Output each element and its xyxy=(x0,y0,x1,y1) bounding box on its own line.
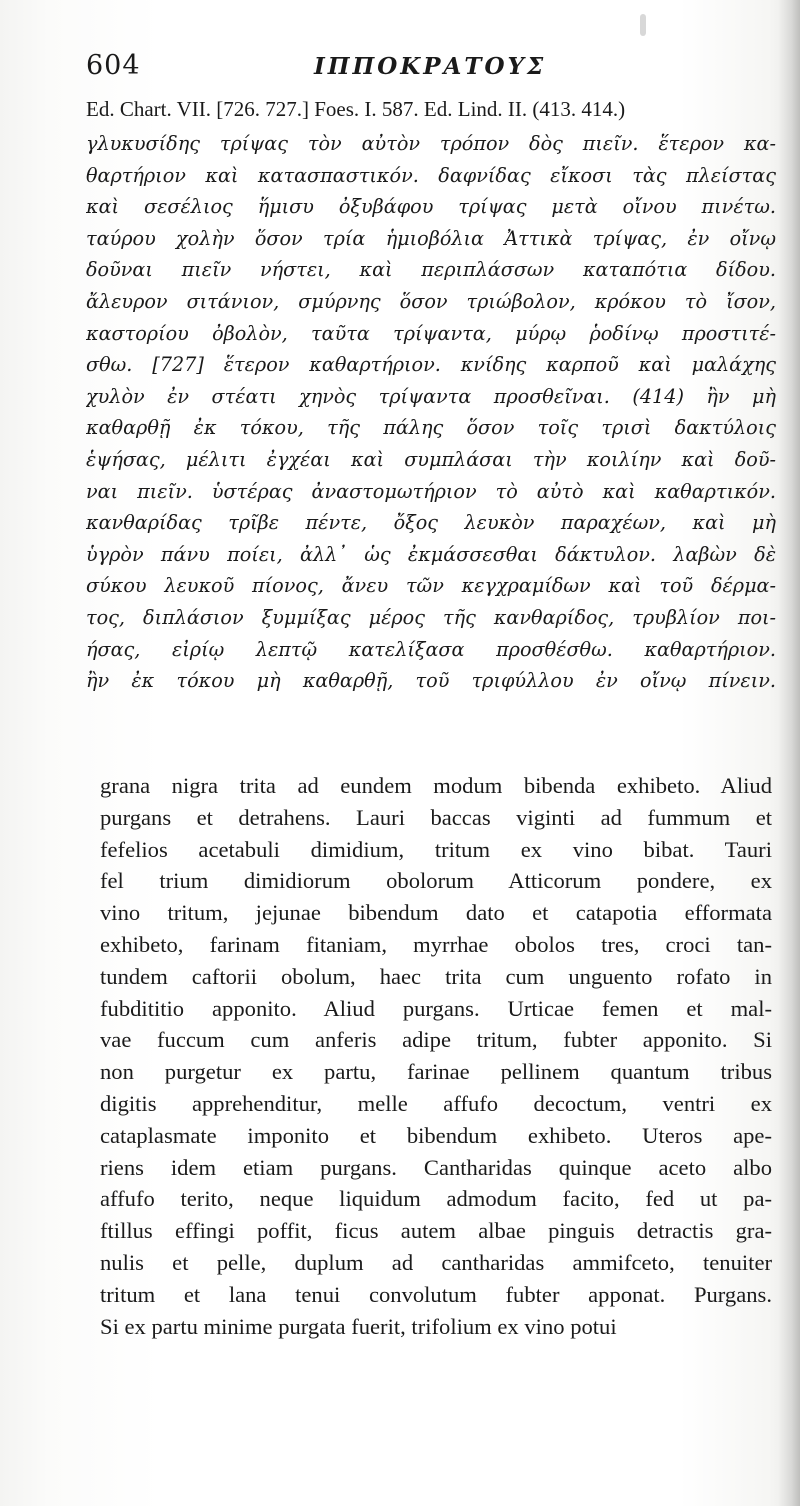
latin-text-line: tritum et lana tenui convolutum fubter apponat. Purgans. xyxy=(100,1281,772,1307)
greek-text-line: ὑγρὸν πάνυ ποίει, ἀλλ᾽ ὡς ἐκμάσσεσθαι δάκτυλον. λαβὼν δὲ xyxy=(86,542,776,566)
latin-text-line: nulis et pelle, duplum ad cantharidas ammifceto, tenuiter xyxy=(100,1249,772,1275)
greek-text-line: ταύρου χολὴν ὅσον τρία ἡμιοβόλια Ἀττικὰ τρίψας, ἐν οἴνῳ xyxy=(86,226,776,250)
greek-text-line: κανθαρίδας τρῖβε πέντε, ὄξος λευκὸν παραχέων, καὶ μὴ xyxy=(86,511,776,535)
page-blemish xyxy=(640,14,646,36)
latin-text-line: vino tritum, jejunae bibendum dato et catapotia efformata xyxy=(100,900,772,926)
greek-text-line: καθαρθῇ ἐκ τόκου, τῆς πάλης ὅσον τοῖς τρισὶ δακτύλοις xyxy=(86,416,776,440)
greek-text-line: καὶ σεσέλιος ἥμισυ ὀξυβάφου τρίψας μετὰ οἴνου πινέτω. xyxy=(86,195,776,219)
latin-text-line: vae fuccum cum anferis adipe tritum, fubter apponito. Si xyxy=(100,1027,772,1053)
greek-text-line: ἄλευρον σιτάνιον, σμύρνης ὅσον τριώβολον, κρόκου τὸ ἴσον, xyxy=(86,289,776,313)
greek-text-line: σύκου λευκοῦ πίονος, ἄνευ τῶν κεγχραμίδων καὶ τοῦ δέρμα- xyxy=(86,574,776,598)
greek-text-block xyxy=(86,128,776,697)
greek-text-line: γλυκυσίδης τρίψας τὸν αὐτὸν τρόπον δὸς πιεῖν. ἕτερον κα- xyxy=(86,132,776,155)
greek-text-line: ἑψήσας, μέλιτι ἐγχέαι καὶ συμπλάσαι τὴν κοιλίην καὶ δοῦ- xyxy=(86,447,776,471)
latin-text-line: exhibeto, farinam fitaniam, myrrhae obolos tres, croci tan- xyxy=(100,931,772,957)
greek-text-line: καστορίου ὀβολὸν, ταῦτα τρίψαντα, μύρῳ ῥοδίνῳ προστιτέ- xyxy=(86,321,776,345)
page-header xyxy=(86,50,766,94)
greek-text-line: ἢν ἐκ τόκου μὴ καθαρθῇ, τοῦ τριφύλλου ἐν οἴνῳ πίνειν. xyxy=(86,669,776,693)
latin-text-line: cataplasmate imponito et bibendum exhibeto. Uteros ape- xyxy=(100,1122,772,1148)
latin-text-line: riens idem etiam purgans. Cantharidas quinque aceto albo xyxy=(100,1154,772,1180)
greek-text-line: ήσας, εἰρίῳ λεπτῷ κατελίξασα προσθέσθω. καθαρτήριον. xyxy=(86,637,776,661)
greek-text-line: τος, διπλάσιον ξυμμίξας μέρος τῆς κανθαρίδος, τρυβλίον ποι- xyxy=(86,605,776,629)
latin-text-line: grana nigra trita ad eundem modum bibenda exhibeto. Aliud xyxy=(100,773,772,798)
greek-text-line: ναι πιεῖν. ὑστέρας ἀναστομωτήριον τὸ αὐτὸ καὶ καθαρτικόν. xyxy=(86,479,776,503)
latin-text-line: non purgetur ex partu, farinae pellinem quantum tribus xyxy=(100,1059,772,1085)
greek-text-line: σθω. [727] ἕτερον καθαρτήριον. κνίδης καρποῦ καὶ μαλάχης xyxy=(86,353,776,377)
greek-text-line: θαρτήριον καὶ κατασπαστικόν. δαφνίδας εἴκοσι τὰς πλείστας xyxy=(86,163,776,187)
page-number: 604 xyxy=(86,50,141,81)
greek-text-line: χυλὸν ἐν στέατι χηνὸς τρίψαντα προσθεῖναι. (414) ἢν μὴ xyxy=(86,384,776,408)
latin-text-line: Si ex partu minime purgata fuerit, trifolium ex vino potui xyxy=(100,1313,617,1339)
latin-text-line: digitis apprehenditur, melle affufo decoctum, ventri ex xyxy=(100,1090,772,1116)
page-edge-shadow xyxy=(778,0,800,1506)
latin-translation-block xyxy=(100,770,772,1342)
running-head: ΙΠΠΟΚΡΑΤΟΥΣ xyxy=(314,53,547,80)
latin-text-line: affufo terito, neque liquidum admodum facito, fed ut pa- xyxy=(100,1186,772,1212)
latin-text-line: fefelios acetabuli dimidium, tritum ex vino bibat. Tauri xyxy=(100,836,772,862)
latin-text-line: fubdititio apponito. Aliud purgans. Urticae femen et mal- xyxy=(100,995,772,1021)
latin-text-line: purgans et detrahens. Lauri baccas viginti ad fummum et xyxy=(100,804,772,830)
latin-text-line: ftillus effingi poffit, ficus autem albae pinguis detractis gra- xyxy=(100,1218,772,1244)
latin-text-line: tundem caftorii obolum, haec trita cum unguento rofato in xyxy=(100,963,772,989)
latin-text-line: fel trium dimidiorum obolorum Atticorum pondere, ex xyxy=(100,868,772,894)
edition-reference-line: Ed. Chart. VII. [726. 727.] Foes. I. 587. Ed. Lind. II. (413. 414.) xyxy=(86,97,626,121)
greek-text-line: δοῦναι πιεῖν νήστει, καὶ περιπλάσσων καταπότια δίδου. xyxy=(86,258,776,282)
